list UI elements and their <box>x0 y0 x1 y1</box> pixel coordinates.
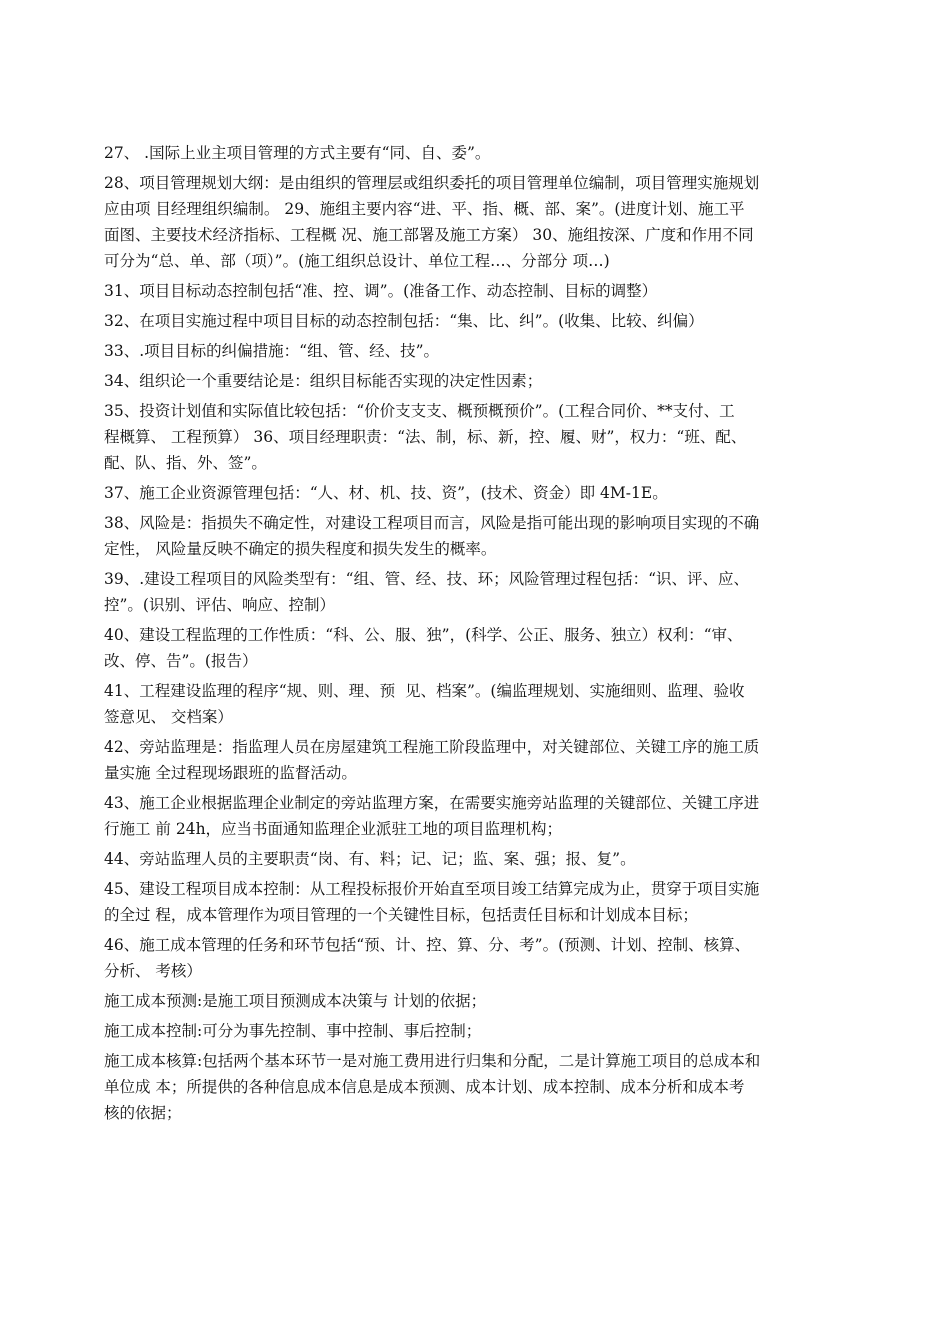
text-line: 34、组织论一个重要结论是：组织目标能否实现的决定性因素； <box>104 372 543 390</box>
text-line: 单位成 本；所提供的各种信息成本信息是成本预测、成本计划、成本控制、成本分析和成本考 <box>104 1078 745 1096</box>
item-44 <box>104 846 834 872</box>
cost-forecast-note <box>104 988 834 1014</box>
text-line: 配、队、指、外、签”。 <box>104 454 267 472</box>
text-line: 应由项 目经理组织编制。 29、施组主要内容“进、平、指、概、部、案”。(进度计划、施工平 <box>104 200 745 218</box>
text-line: 45、建设工程项目成本控制：从工程投标报价开始直至项目竣工结算完成为止，贯穿于项目实施 <box>104 880 760 898</box>
text-line: 38、风险是：指损失不确定性，对建设工程项目而言，风险是指可能出现的影响项目实现的不确 <box>104 514 760 532</box>
text-line: 32、在项目实施过程中项目目标的动态控制包括：“集、比、纠”。(收集、比较、纠偏） <box>104 312 704 330</box>
item-40 <box>104 622 834 674</box>
text-line: 31、项目目标动态控制包括“准、控、调”。(准备工作、动态控制、目标的调整） <box>104 282 658 300</box>
text-line: 的全过 程，成本管理作为项目管理的一个关键性目标，包括责任目标和计划成本目标； <box>104 906 698 924</box>
item-41 <box>104 678 834 730</box>
item-45 <box>104 876 834 928</box>
text-line: 27、 .国际上业主项目管理的方式主要有“同、自、委”。 <box>104 144 491 162</box>
item-28-30 <box>104 170 834 274</box>
item-46 <box>104 932 834 984</box>
cost-accounting-note <box>104 1048 834 1126</box>
text-line: 行施工 前 24h，应当书面通知监理企业派驻工地的项目监理机构； <box>104 820 563 838</box>
text-line: 33、.项目目标的纠偏措施：“组、管、经、技”。 <box>104 342 439 360</box>
item-33 <box>104 338 834 364</box>
text-line: 面图、主要技术经济指标、工程概 况、施工部署及施工方案） 30、施组按深、广度和作用不同 <box>104 226 754 244</box>
text-line: 46、施工成本管理的任务和环节包括“预、计、控、算、分、考”。(预测、计划、控制、核算、 <box>104 936 751 954</box>
item-32 <box>104 308 834 334</box>
text-line: 施工成本控制:可分为事先控制、事中控制、事后控制； <box>104 1022 482 1040</box>
item-37 <box>104 480 834 506</box>
text-line: 核的依据； <box>104 1104 182 1122</box>
item-39 <box>104 566 834 618</box>
text-line: 35、投资计划值和实际值比较包括：“价价支支支、概预概预价”。(工程合同价、**支付、工 <box>104 402 735 420</box>
text-line: 改、停、告”。(报告） <box>104 652 258 670</box>
cost-control-note <box>104 1018 834 1044</box>
text-line: 施工成本预测:是施工项目预测成本决策与 计划的依据； <box>104 992 487 1010</box>
text-line: 程概算、 工程预算） 36、项目经理职责：“法、制，标、新，控、履、财”，权力：“班、配、 <box>104 428 747 446</box>
text-line: 28、项目管理规划大纲：是由组织的管理层或组织委托的项目管理单位编制，项目管理实施规划 <box>104 174 760 192</box>
text-line: 分析、 考核） <box>104 962 202 980</box>
text-line: 39、.建设工程项目的风险类型有：“组、管、经、技、环；风险管理过程包括：“识、评、应、 <box>104 570 750 588</box>
text-line: 37、施工企业资源管理包括：“人、材、机、技、资”，(技术、资金）即 4M-1E。 <box>104 484 668 502</box>
item-42 <box>104 734 834 786</box>
text-line: 40、建设工程监理的工作性质：“科、公、服、独”，(科学、公正、服务、独立）权利：“审、 <box>104 626 743 644</box>
text-line: 施工成本核算:包括两个基本环节一是对施工费用进行归集和分配，二是计算施工项目的总成本和 <box>104 1052 761 1070</box>
text-line: 控”。(识别、评估、响应、控制） <box>104 596 335 614</box>
item-27 <box>104 140 834 166</box>
text-line: 42、旁站监理是：指监理人员在房屋建筑工程施工阶段监理中，对关键部位、关键工序的施工质 <box>104 738 760 756</box>
item-35-36 <box>104 398 834 476</box>
item-31 <box>104 278 834 304</box>
text-line: 量实施 全过程现场跟班的监督活动。 <box>104 764 357 782</box>
text-line: 可分为“总、单、部（项）”。(施工组织总设计、单位工程…、分部分 项…) <box>104 252 610 270</box>
document-body <box>104 140 834 1126</box>
text-line: 43、施工企业根据监理企业制定的旁站监理方案，在需要实施旁站监理的关键部位、关键工序进 <box>104 794 760 812</box>
item-43 <box>104 790 834 842</box>
item-34 <box>104 368 834 394</box>
text-line: 签意见、 交档案） <box>104 708 233 726</box>
text-line: 定性， 风险量反映不确定的损失程度和损失发生的概率。 <box>104 540 497 558</box>
text-line: 41、工程建设监理的程序“规、则、理、预 见、档案”。(编监理规划、实施细则、监理、验收 <box>104 682 745 700</box>
text-line: 44、旁站监理人员的主要职责“岗、有、料；记、记；监、案、强；报、复”。 <box>104 850 636 868</box>
item-38 <box>104 510 834 562</box>
